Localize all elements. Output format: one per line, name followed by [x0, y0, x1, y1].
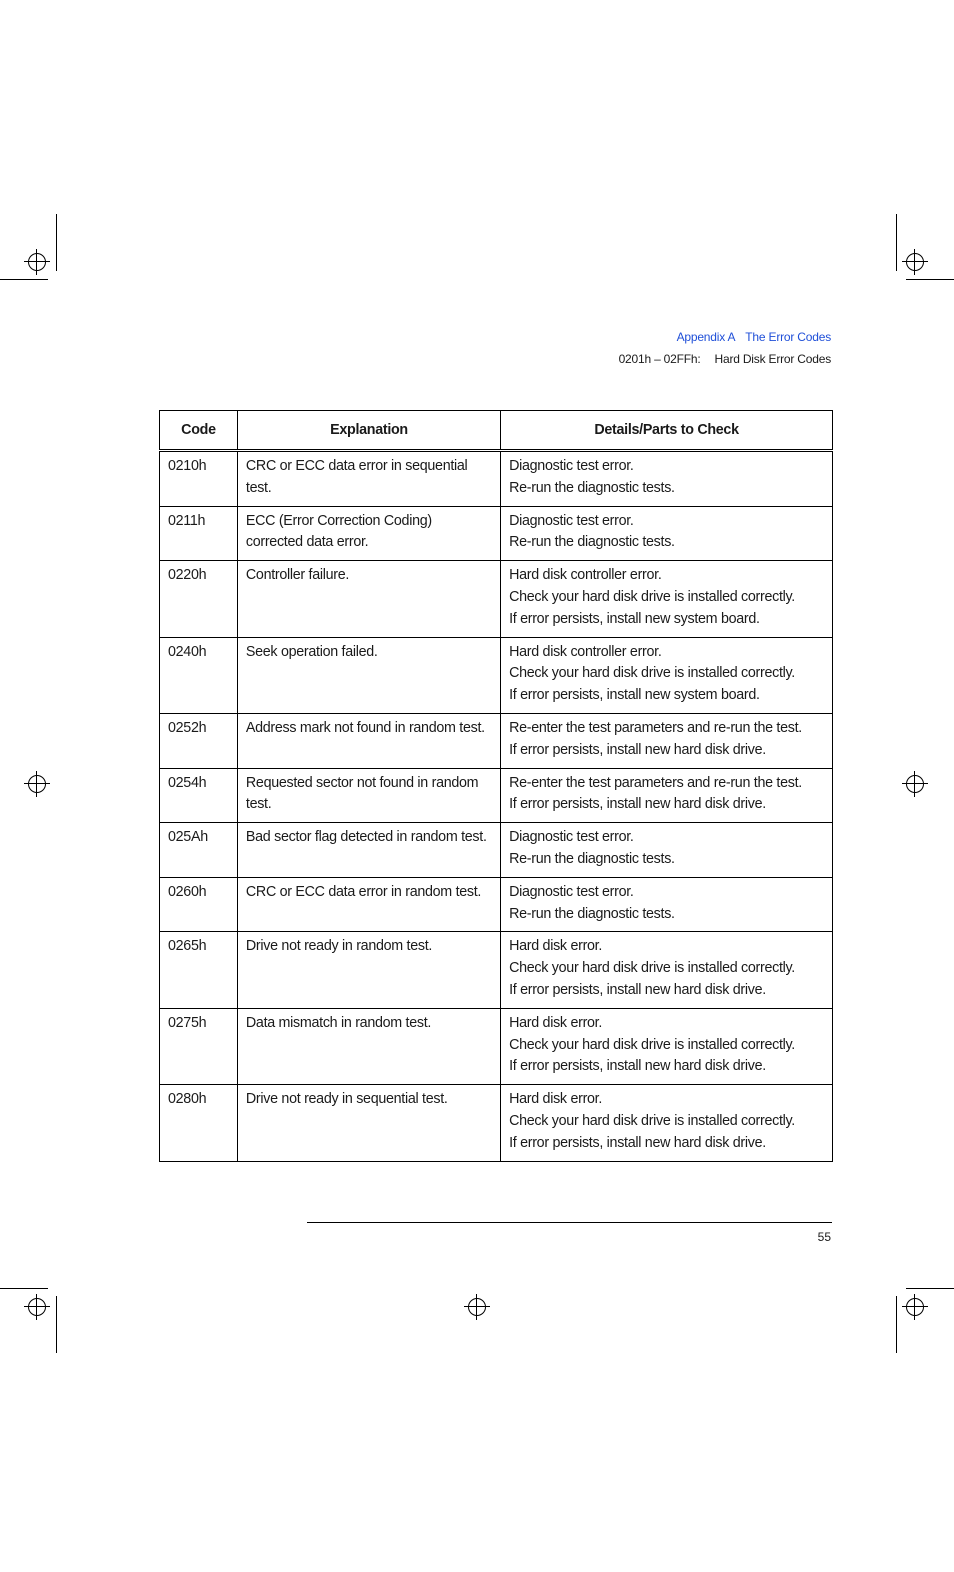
- column-header-explanation: Explanation: [237, 411, 500, 451]
- details-line: Diagnostic test error.: [509, 512, 634, 529]
- error-code-cell: 0220h: [160, 561, 238, 637]
- table-row: [160, 637, 833, 713]
- details-line: Hard disk error.: [509, 938, 603, 955]
- error-code-cell: 0211h: [160, 506, 238, 561]
- table-row: [160, 877, 833, 932]
- registration-mark-icon: [902, 771, 928, 797]
- appendix-title: The Error Codes: [745, 330, 831, 344]
- details-line: If error persists, install new hard disk drive.: [509, 981, 766, 998]
- details-line: Re-enter the test parameters and re-run the test.: [509, 719, 802, 736]
- error-code-cell: 025Ah: [160, 823, 238, 878]
- table-row: [160, 451, 833, 507]
- details-cell: [501, 637, 833, 713]
- registration-mark-icon: [24, 249, 50, 275]
- details-line: If error persists, install new hard disk drive.: [509, 796, 766, 813]
- details-line: Diagnostic test error.: [509, 829, 634, 846]
- explanation-cell: Controller failure.: [237, 561, 500, 637]
- table-body: [160, 451, 833, 1162]
- details-cell: [501, 561, 833, 637]
- details-line: Check your hard disk drive is installed correctly.: [509, 1036, 795, 1053]
- code-range-line: [619, 350, 831, 372]
- code-range: 0201h – 02FFh:: [618, 352, 701, 366]
- details-line: Re-run the diagnostic tests.: [509, 850, 675, 867]
- details-cell: [501, 1085, 833, 1161]
- column-header-code: Code: [160, 411, 238, 451]
- registration-mark-icon: [902, 249, 928, 275]
- table-row: [160, 713, 833, 768]
- error-code-cell: 0240h: [160, 637, 238, 713]
- explanation-cell: Bad sector flag detected in random test.: [237, 823, 500, 878]
- details-line: Hard disk controller error.: [509, 567, 662, 584]
- explanation-cell: ECC (Error Correction Coding) corrected data error.: [237, 506, 500, 561]
- table-row: [160, 768, 833, 823]
- error-code-cell: 0254h: [160, 768, 238, 823]
- details-cell: [501, 451, 833, 507]
- error-code-cell: 0260h: [160, 877, 238, 932]
- error-code-cell: 0252h: [160, 713, 238, 768]
- table-row: [160, 561, 833, 637]
- code-range-title: Hard Disk Error Codes: [714, 352, 831, 366]
- table-row: [160, 506, 833, 561]
- footer-rule: [307, 1222, 832, 1223]
- details-cell: [501, 932, 833, 1008]
- appendix-label: Appendix A: [676, 330, 736, 344]
- details-cell: [501, 823, 833, 878]
- details-line: Re-run the diagnostic tests.: [509, 905, 675, 922]
- table-row: [160, 1008, 833, 1084]
- explanation-cell: Data mismatch in random test.: [237, 1008, 500, 1084]
- table-row: [160, 823, 833, 878]
- details-line: Hard disk controller error.: [509, 643, 662, 660]
- details-line: Check your hard disk drive is installed correctly.: [509, 960, 795, 977]
- details-line: Diagnostic test error.: [509, 458, 634, 474]
- explanation-cell: Address mark not found in random test.: [237, 713, 500, 768]
- error-code-cell: 0280h: [160, 1085, 238, 1161]
- explanation-cell: Drive not ready in sequential test.: [237, 1085, 500, 1161]
- details-cell: [501, 768, 833, 823]
- explanation-cell: CRC or ECC data error in random test.: [237, 877, 500, 932]
- column-header-details: Details/Parts to Check: [501, 411, 833, 451]
- explanation-cell: Requested sector not found in random test.: [237, 768, 500, 823]
- details-line: If error persists, install new hard disk drive.: [509, 741, 766, 758]
- registration-mark-icon: [24, 771, 50, 797]
- details-cell: [501, 713, 833, 768]
- details-line: Re-run the diagnostic tests.: [509, 479, 675, 496]
- page-number: 55: [817, 1230, 831, 1244]
- details-cell: [501, 1008, 833, 1084]
- table-row: [160, 932, 833, 1008]
- explanation-cell: CRC or ECC data error in sequential test.: [237, 451, 500, 507]
- table-row: [160, 1085, 833, 1161]
- details-line: Hard disk error.: [509, 1091, 603, 1108]
- details-line: Re-run the diagnostic tests.: [509, 534, 675, 551]
- registration-mark-icon: [24, 1294, 50, 1320]
- section-breadcrumb: [619, 328, 831, 350]
- details-line: Re-enter the test parameters and re-run the test.: [509, 774, 802, 791]
- error-code-cell: 0265h: [160, 932, 238, 1008]
- details-line: Hard disk error.: [509, 1014, 603, 1031]
- details-line: Check your hard disk drive is installed correctly.: [509, 1112, 795, 1129]
- details-line: Diagnostic test error.: [509, 883, 634, 900]
- details-line: Check your hard disk drive is installed correctly.: [509, 665, 795, 682]
- details-line: If error persists, install new system board.: [509, 610, 760, 627]
- error-code-cell: 0210h: [160, 451, 238, 507]
- explanation-cell: Seek operation failed.: [237, 637, 500, 713]
- details-line: If error persists, install new hard disk drive.: [509, 1058, 766, 1075]
- details-cell: [501, 877, 833, 932]
- table-header-row: [160, 411, 833, 451]
- running-header: [619, 328, 831, 372]
- registration-mark-icon: [464, 1294, 490, 1320]
- details-line: If error persists, install new hard disk drive.: [509, 1134, 766, 1151]
- error-code-cell: 0275h: [160, 1008, 238, 1084]
- details-line: Check your hard disk drive is installed correctly.: [509, 588, 795, 605]
- registration-mark-icon: [902, 1294, 928, 1320]
- details-line: If error persists, install new system board.: [509, 687, 760, 704]
- error-code-table: [159, 410, 833, 1162]
- details-cell: [501, 506, 833, 561]
- explanation-cell: Drive not ready in random test.: [237, 932, 500, 1008]
